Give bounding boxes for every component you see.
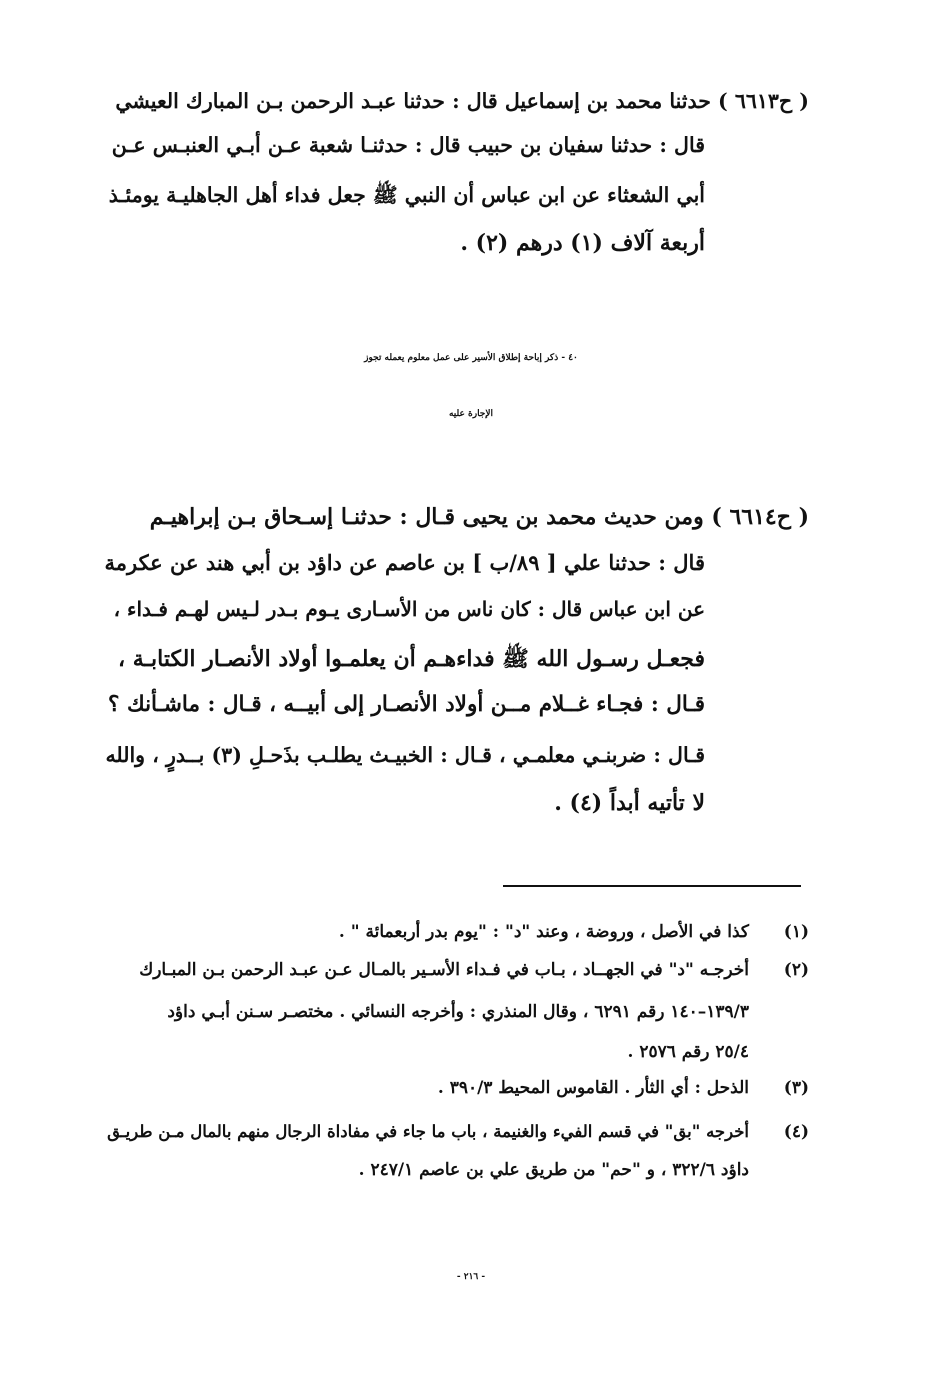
footnote-4-line-1: أخرجه "بق" في قسم الفيء والغنيمة ، باب ما جاء في مفاداة الرجال منهم بالمال مـن طريـق (107, 1122, 749, 1141)
hadith-6614-line-3: عن ابن عباس قال : كان ناس من الأسـارى يـوم بـدر لـيس لهـم فـداء ، (113, 597, 705, 621)
footnote-4-line-2: داؤد ٣٢٢/٦ ، و "حم" من طريق علي بن عاصم ٢٤٧/١ . (358, 1160, 749, 1180)
footnote-2-line-2: ١٣٩/٣–١٤٠ رقم ٦٢٩١ ، وقال المنذري : وأخرجه النسائي . مختصـر سـنن أبـي داؤد (167, 1002, 749, 1022)
hadith-6614-line-7: لا تأتيه أبداً (٤) . (554, 790, 705, 816)
page-number: - ٢١٦ - (456, 1272, 486, 1282)
footnote-3-number: (٣) (783, 1078, 809, 1098)
section-heading-line-1: ٤٠ - ذكر إباحة إطلاق الأسير على عمل معلوم يعمله تجوز (364, 353, 578, 363)
footnote-2-line-1: أخرجـه "د" في الجهــاد ، بـاب في فـداء الأسـير بالمـال عـن عبـد الرحمن بـن المبـارك (139, 960, 749, 980)
hadith-6614-line-2: قال : حدثنا علي [ ٨٩/ب ] بن عاصم عن داؤد بن أبي هند عن عكرمة (104, 550, 705, 575)
hadith-6613-line-3: أبي الشعثاء عن ابن عباس أن النبي ﷺ جعل فداء أهل الجاهليـة يومئـذ (108, 183, 705, 207)
footnote-2-number: (٢) (783, 960, 809, 980)
footnote-2-line-3: ٢٥/٤ رقم ٢٥٧٦ . (627, 1042, 749, 1062)
footnote-1-line-1: كذا في الأصل ، وروضة ، وعند "د" : "يوم بدر أربعمائة " . (338, 922, 749, 942)
hadith-6614-line-5: قـال : فجـاء غــلام مــن أولاد الأنصـار إلى أبيــه ، قـال : ماشـأنك ؟ (108, 692, 705, 717)
footnote-4-number: (٤) (783, 1122, 809, 1142)
hadith-6614-line-6: قـال : ضربنـي معلمـي ، قـال : الخبيـث يطلـب بذَحـلِ (٣) بــدرٍ ، والله (105, 743, 705, 767)
section-heading-line-2: الإجارة عليه (448, 409, 494, 419)
footnote-1-number: (١) (783, 922, 809, 942)
hadith-6613-line-2: قال : حدثنا سفيان بن حبيب قال : حدثنـا شعبة عـن أبـي العنبـس عـن (111, 133, 705, 157)
hadith-6614-line-1: ( ح٦٦١٤ ) ومن حديث محمد بن يحيى قـال : حدثنـا إسـحاق بـن إبراهيـم (149, 504, 809, 530)
hadith-6613-line-4: أربعة آلاف (١) درهم (٢) . (460, 230, 705, 256)
hadith-6613-line-1: ( ح٦٦١٣ ) حدثنا محمد بن إسماعيل قال : حدثنا عبـد الرحمن بـن المبارك العيشي (115, 89, 809, 113)
footnote-separator (503, 885, 801, 887)
hadith-6614-line-4: فجعـل رسـول الله ﷺ فداءهـم أن يعلمـوا أولاد الأنصـار الكتابـة ، (118, 646, 705, 672)
footnote-3-line-1: الذحل : أي الثأر . القاموس المحيط ٣٩٠/٣ . (437, 1078, 749, 1098)
